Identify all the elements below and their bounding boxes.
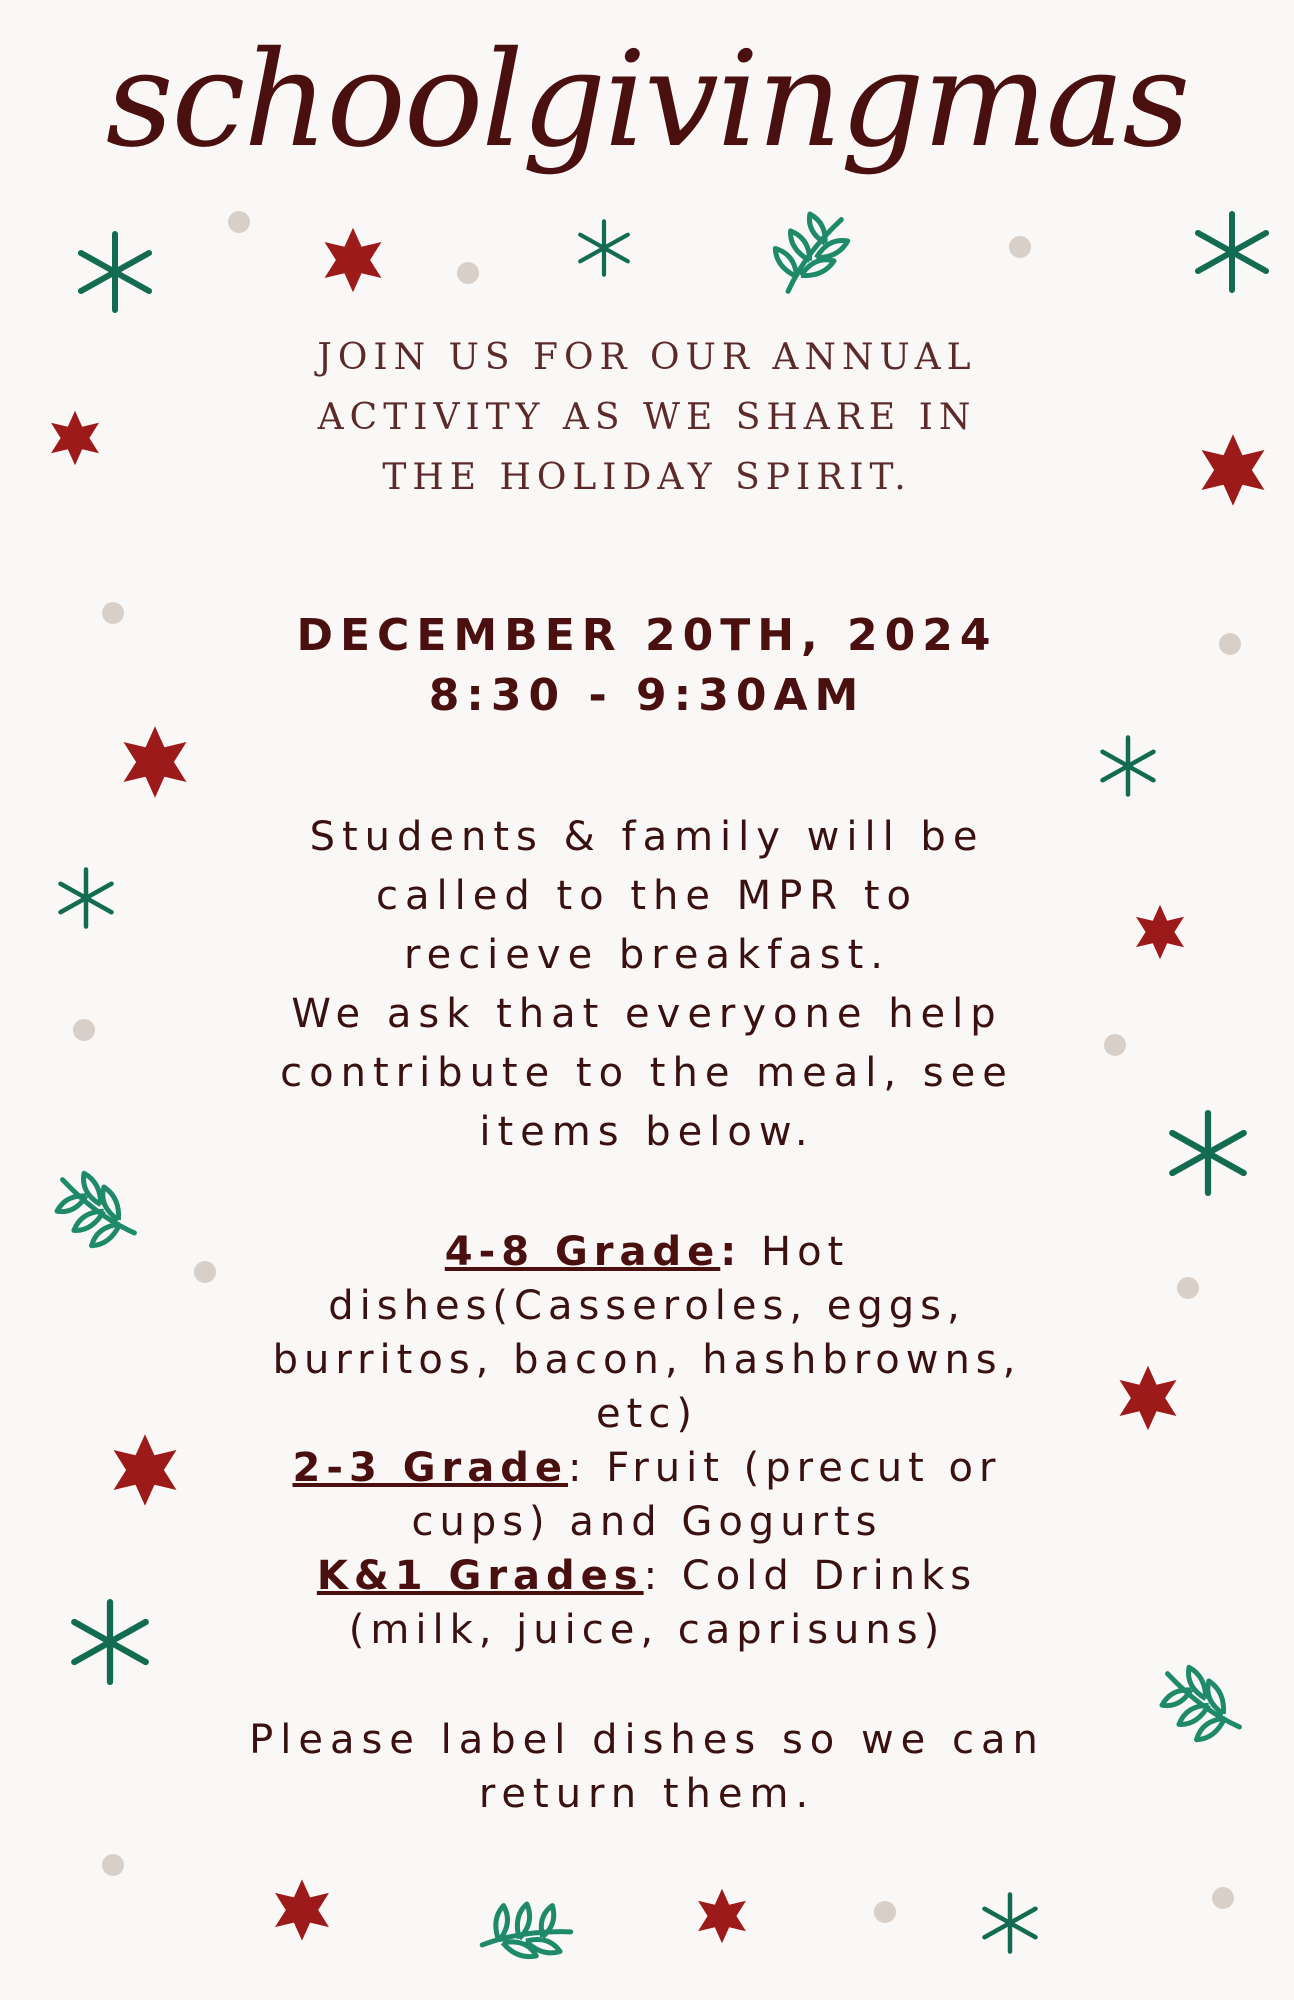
details-line: called to the MPR to bbox=[376, 873, 918, 919]
dot-icon bbox=[457, 262, 479, 284]
snowflake-icon bbox=[580, 221, 628, 274]
snowflake-icon bbox=[81, 234, 149, 310]
event-datetime bbox=[197, 606, 1097, 726]
star-icon bbox=[124, 726, 187, 797]
intro-line: ACTIVITY AS WE SHARE IN bbox=[317, 397, 977, 438]
snowflake-icon bbox=[1198, 214, 1266, 290]
dot-icon bbox=[874, 1901, 896, 1923]
dot-icon bbox=[102, 1854, 124, 1876]
grade-48-sep: : bbox=[720, 1229, 743, 1275]
intro-line: THE HOLIDAY SPIRIT. bbox=[382, 457, 912, 498]
grade-assignments bbox=[197, 1225, 1097, 1657]
dot-icon bbox=[228, 211, 250, 233]
note-line: return them. bbox=[478, 1771, 816, 1817]
event-date: DECEMBER 20TH, 2024 bbox=[296, 610, 998, 661]
grade-48-text: etc) bbox=[596, 1391, 698, 1437]
sprig-icon bbox=[471, 1883, 577, 1986]
star-icon bbox=[1202, 434, 1265, 505]
grade-48-text: burritos, bacon, hashbrowns, bbox=[272, 1337, 1022, 1383]
grade-48-line bbox=[197, 1225, 1097, 1279]
details-text bbox=[197, 808, 1097, 1162]
snowflake-icon bbox=[74, 1602, 145, 1682]
star-icon bbox=[51, 411, 99, 465]
grade-23-line bbox=[197, 1441, 1097, 1495]
snowflake-icon bbox=[61, 870, 112, 927]
sprig-icon bbox=[768, 209, 851, 300]
sprig-icon bbox=[52, 1170, 143, 1253]
details-line: recieve breakfast. bbox=[404, 932, 890, 978]
dot-icon bbox=[73, 1019, 95, 1041]
details-line: Students & family will be bbox=[309, 814, 985, 860]
grade-k1-line bbox=[197, 1549, 1097, 1603]
dot-icon bbox=[1104, 1034, 1126, 1056]
star-icon bbox=[698, 1889, 746, 1943]
grade-k1-text: : Cold Drinks bbox=[643, 1553, 978, 1599]
dot-icon bbox=[1219, 633, 1241, 655]
star-icon bbox=[1120, 1366, 1177, 1431]
flyer-title: schoolgivingmas bbox=[105, 23, 1189, 177]
grade-48-text: dishes(Casseroles, eggs, bbox=[328, 1283, 966, 1329]
grade-23-text: cups) and Gogurts bbox=[411, 1499, 883, 1545]
grade-k1-text: (milk, juice, caprisuns) bbox=[348, 1607, 946, 1653]
grade-23-text: : Fruit (precut or bbox=[568, 1445, 1002, 1491]
intro-text bbox=[247, 328, 1047, 508]
snowflake-icon bbox=[985, 1895, 1036, 1952]
dot-icon bbox=[1212, 1887, 1234, 1909]
sprig-icon bbox=[1157, 1664, 1248, 1747]
details-line: items below. bbox=[479, 1109, 815, 1155]
dot-icon bbox=[1177, 1277, 1199, 1299]
grade-k1-label: K&1 Grades bbox=[316, 1553, 644, 1599]
details-line: contribute to the meal, see bbox=[280, 1050, 1014, 1096]
dot-icon bbox=[102, 602, 124, 624]
star-icon bbox=[114, 1434, 177, 1505]
label-note bbox=[197, 1713, 1097, 1821]
intro-line: JOIN US FOR OUR ANNUAL bbox=[317, 337, 977, 378]
snowflake-icon bbox=[1103, 738, 1154, 795]
grade-23-label: 2-3 Grade bbox=[292, 1445, 569, 1491]
star-icon bbox=[1136, 905, 1184, 959]
grade-48-label: 4-8 Grade bbox=[444, 1229, 721, 1275]
star-icon bbox=[275, 1879, 329, 1940]
dot-icon bbox=[1009, 236, 1031, 258]
snowflake-icon bbox=[1172, 1113, 1243, 1193]
grade-48-text: Hot bbox=[742, 1229, 850, 1275]
note-line: Please label dishes so we can bbox=[249, 1717, 1045, 1763]
event-time: 8:30 - 9:30AM bbox=[428, 670, 866, 721]
details-line: We ask that everyone help bbox=[291, 991, 1003, 1037]
star-icon bbox=[325, 228, 382, 293]
